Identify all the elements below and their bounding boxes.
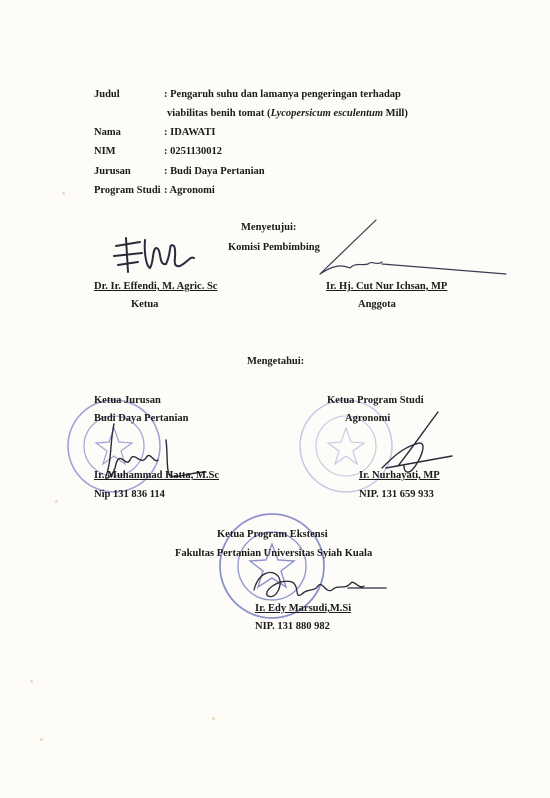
approval-heading: Menyetujui: <box>241 222 297 233</box>
extension-name: Ir. Edy Marsudi,M.Si <box>255 603 352 614</box>
prodi-value: : Agronomi <box>164 185 215 196</box>
signature-effendi <box>110 232 200 280</box>
acknowledge-heading: Mengetahui: <box>247 356 305 367</box>
judul-line2-post: Mill) <box>383 108 408 119</box>
acknowledge-right-title: Ketua Program Studi <box>327 395 424 406</box>
paper-speck <box>55 500 58 503</box>
acknowledge-left-title: Ketua Jurusan <box>94 395 161 406</box>
signature-ichsan <box>310 216 510 280</box>
scientific-name: Lycopersicum esculentum <box>270 108 384 119</box>
jurusan-value: : Budi Daya Pertanian <box>164 166 265 177</box>
nim-label: NIM <box>94 146 116 157</box>
extension-nip: NIP. 131 880 982 <box>255 621 330 632</box>
nim-value: : 0251130012 <box>164 146 223 157</box>
nama-label: Nama <box>94 127 121 138</box>
paper-speck <box>62 192 65 195</box>
approval-right-role: Anggota <box>358 299 396 310</box>
acknowledge-right-name: Ir. Nurhayati, MP <box>359 470 440 481</box>
acknowledge-right-program: Agronomi <box>345 413 391 424</box>
approval-left-role: Ketua <box>131 299 159 310</box>
judul-value-line2 <box>167 108 408 119</box>
committee-label: Komisi Pembimbing <box>228 242 320 253</box>
extension-faculty: Fakultas Pertanian Universitas Syiah Kuala <box>175 548 373 559</box>
paper-speck <box>30 680 33 683</box>
judul-value-line1: : Pengaruh suhu dan lamanya pengeringan terhadap <box>164 89 401 100</box>
judul-label: Judul <box>94 89 120 100</box>
paper-speck <box>212 717 215 720</box>
prodi-label: Program Studi <box>94 185 161 196</box>
paper-speck <box>40 738 43 741</box>
approval-right-name: Ir. Hj. Cut Nur Ichsan, MP <box>326 281 448 292</box>
approval-left-name: Dr. Ir. Effendi, M. Agric. Sc <box>94 281 218 292</box>
acknowledge-right-nip: NIP. 131 659 933 <box>359 489 434 500</box>
acknowledge-left-name: Ir. Muhammad Hatta, M.Sc <box>94 470 220 481</box>
extension-title: Ketua Program Ekstensi <box>217 529 328 540</box>
jurusan-label: Jurusan <box>94 166 131 177</box>
nama-value: : IDAWATI <box>164 127 216 138</box>
acknowledge-left-department: Budi Daya Pertanian <box>94 413 189 424</box>
acknowledge-left-nip: Nip 131 836 114 <box>94 489 165 500</box>
judul-line2-pre: viabilitas benih tomat ( <box>167 108 271 119</box>
